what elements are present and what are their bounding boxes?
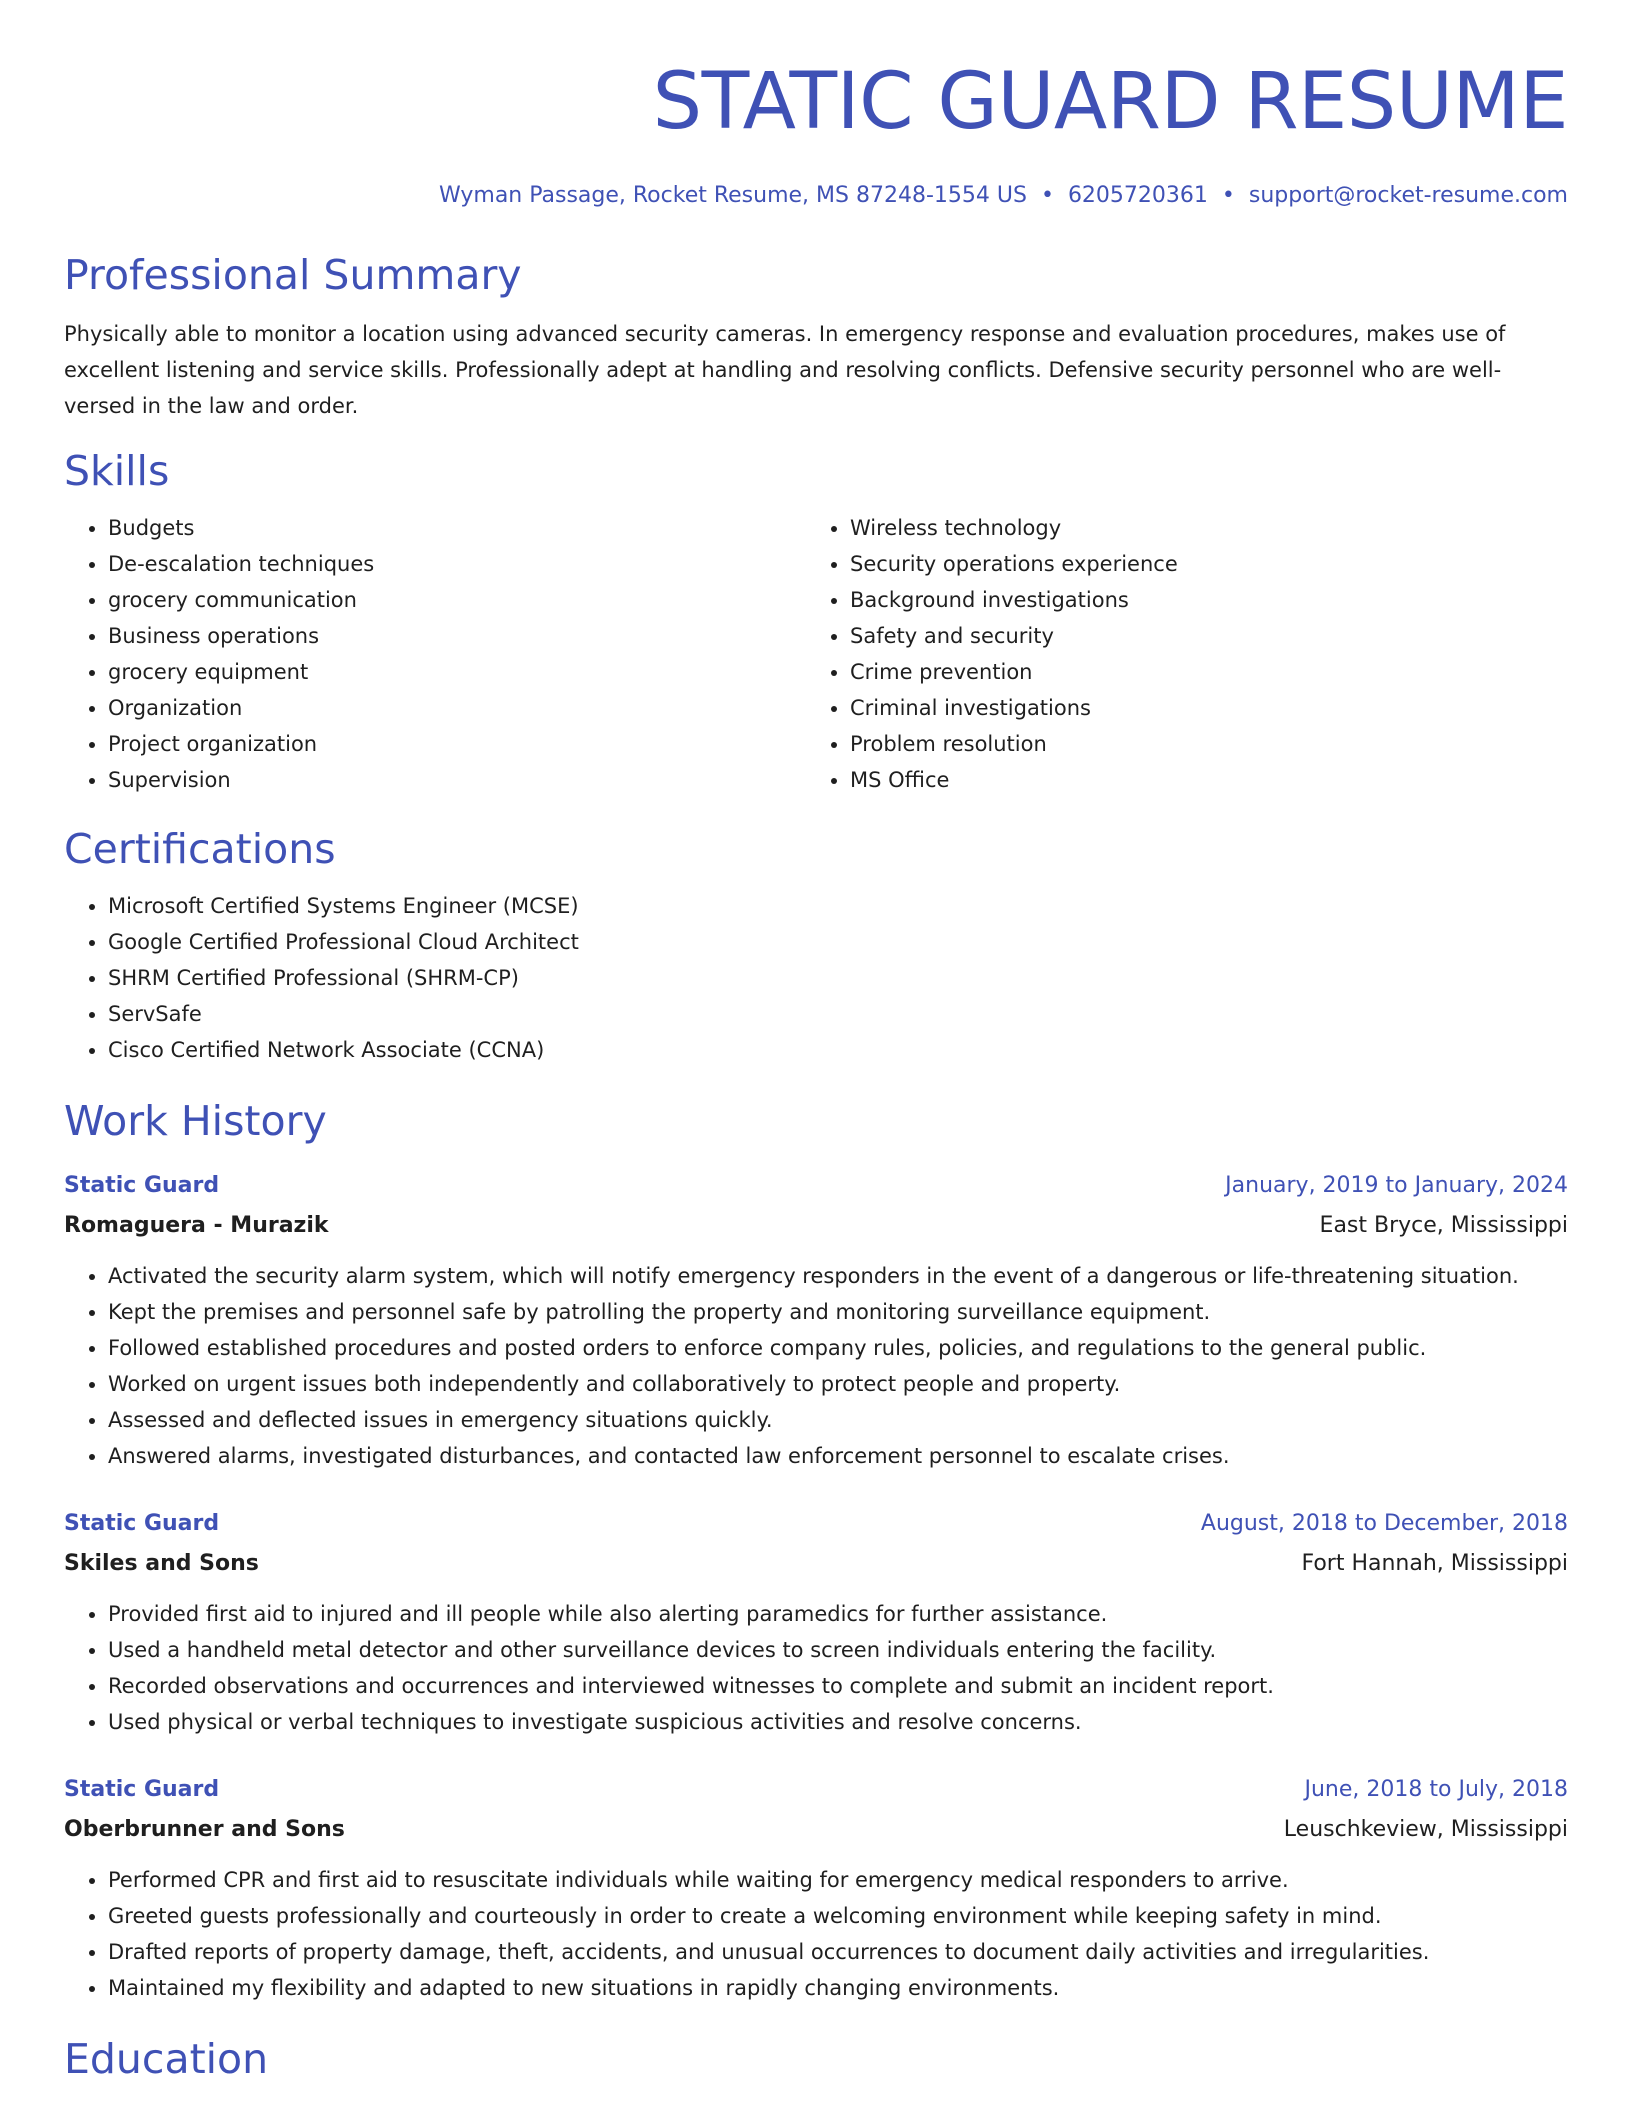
- skill-item: • Business operations: [108, 618, 806, 654]
- certification-item: • Microsoft Certified Systems Engineer (MCSE): [108, 888, 1568, 924]
- job-duty: • Recorded observations and occurrences and interviewed witnesses to complete and submit an incident report.: [108, 1668, 1568, 1704]
- skill-item: • grocery equipment: [108, 654, 806, 690]
- job-duty: • Greeted guests professionally and courteously in order to create a welcoming environment while keeping safety in mind.: [108, 1898, 1568, 1934]
- skill-item: • Problem resolution: [850, 726, 1548, 762]
- skill-item: • Crime prevention: [850, 654, 1548, 690]
- certifications-list: [64, 888, 1568, 1068]
- job-duty: • Drafted reports of property damage, theft, accidents, and unusual occurrences to document daily activities and irregularities.: [108, 1934, 1568, 1970]
- job-company-row: [64, 1810, 1568, 1850]
- skill-item: • Project organization: [108, 726, 806, 762]
- skill-item: • Security operations experience: [850, 546, 1548, 582]
- skill-item: • Wireless technology: [850, 510, 1548, 546]
- contact-separator: •: [1040, 183, 1054, 208]
- skill-item: • Background investigations: [850, 582, 1548, 618]
- job-duty: • Activated the security alarm system, which will notify emergency responders in the event of a dangerous or life-threatening situation.: [108, 1258, 1568, 1294]
- job-company: Romaguera - Murazik: [64, 1213, 329, 1238]
- job-duties-list: [64, 1596, 1568, 1740]
- job-location: East Bryce, Mississippi: [1319, 1213, 1568, 1238]
- skills-column-right: [806, 510, 1548, 798]
- job-title: Static Guard: [64, 1511, 220, 1536]
- job-company: Skiles and Sons: [64, 1551, 259, 1576]
- job-location: Fort Hannah, Mississippi: [1301, 1551, 1568, 1576]
- summary-text: Physically able to monitor a location using advanced security cameras. In emergency response and evaluation procedures, makes use of excellent listening and service skills. Professionally adept at handling and resolving conflicts. Defensive security personnel who are well-versed in the law and order.: [64, 322, 1506, 418]
- skills-column-left: [64, 510, 806, 798]
- contact-phone: 6205720361: [1067, 183, 1208, 208]
- job-duty: • Provided first aid to injured and ill people while also alerting paramedics for further assistance.: [108, 1596, 1568, 1632]
- job-duty: • Kept the premises and personnel safe by patrolling the property and monitoring surveillance equipment.: [108, 1294, 1568, 1330]
- job-location: Leuschkeview, Mississippi: [1283, 1817, 1568, 1842]
- skill-item: • De-escalation techniques: [108, 546, 806, 582]
- job-duty: • Assessed and deflected issues in emergency situations quickly.: [108, 1402, 1568, 1438]
- certification-item: • SHRM Certified Professional (SHRM-CP): [108, 960, 1568, 996]
- job-title-row: [64, 1504, 1568, 1544]
- job-dates: June, 2018 to July, 2018: [1304, 1777, 1568, 1802]
- certification-item: • Google Certified Professional Cloud Architect: [108, 924, 1568, 960]
- job-duty: • Followed established procedures and posted orders to enforce company rules, policies, and regulations to the general public.: [108, 1330, 1568, 1366]
- job-duty: • Used physical or verbal techniques to investigate suspicious activities and resolve concerns.: [108, 1704, 1568, 1740]
- skill-item: • Budgets: [108, 510, 806, 546]
- skill-item: • Organization: [108, 690, 806, 726]
- skills-list-right: [806, 510, 1548, 798]
- job-duties-list: [64, 1258, 1568, 1474]
- job-entry: [64, 1770, 1568, 2006]
- skill-item: • grocery communication: [108, 582, 806, 618]
- job-duty: • Worked on urgent issues both independently and collaboratively to protect people and property.: [108, 1366, 1568, 1402]
- job-dates: January, 2019 to January, 2024: [1225, 1173, 1568, 1198]
- job-duty: • Answered alarms, investigated disturbances, and contacted law enforcement personnel to escalate crises.: [108, 1438, 1568, 1474]
- skill-item: • Safety and security: [850, 618, 1548, 654]
- job-company-row: [64, 1544, 1568, 1584]
- job-duty: • Used a handheld metal detector and other surveillance devices to screen individuals entering the facility.: [108, 1632, 1568, 1668]
- contact-email: support@rocket-resume.com: [1248, 183, 1568, 208]
- job-duty: • Maintained my flexibility and adapted to new situations in rapidly changing environments.: [108, 1970, 1568, 2006]
- skill-item: • Supervision: [108, 762, 806, 798]
- job-entry: [64, 1504, 1568, 1740]
- section-heading-education: Education: [64, 2035, 269, 2083]
- job-title-row: [64, 1770, 1568, 1810]
- skills-list-left: [64, 510, 806, 798]
- certification-item: • ServSafe: [108, 996, 1568, 1032]
- skill-item: • Criminal investigations: [850, 690, 1548, 726]
- job-duties-list: [64, 1862, 1568, 2006]
- job-company-row: [64, 1206, 1568, 1246]
- job-company: Oberbrunner and Sons: [64, 1817, 345, 1842]
- certifications-block: [64, 888, 1568, 1068]
- job-title: Static Guard: [64, 1777, 220, 1802]
- resume-title: STATIC GUARD RESUME: [652, 57, 1568, 147]
- certification-item: • Cisco Certified Network Associate (CCNA): [108, 1032, 1568, 1068]
- contact-address: Wyman Passage, Rocket Resume, MS 87248-1554 US: [439, 183, 1027, 208]
- contact-separator: •: [1221, 183, 1235, 208]
- section-heading-certifications: Certifications: [64, 825, 336, 873]
- job-duty: • Performed CPR and first aid to resuscitate individuals while waiting for emergency medical responders to arrive.: [108, 1862, 1568, 1898]
- job-title-row: [64, 1166, 1568, 1206]
- skill-item: • MS Office: [850, 762, 1548, 798]
- job-entry: [64, 1166, 1568, 1474]
- section-heading-summary: Professional Summary: [64, 251, 522, 299]
- contact-line: [64, 182, 1568, 210]
- skills-columns: [64, 510, 1568, 798]
- job-dates: August, 2018 to December, 2018: [1200, 1511, 1568, 1536]
- job-title: Static Guard: [64, 1173, 220, 1198]
- section-heading-work-history: Work History: [64, 1097, 327, 1145]
- section-heading-skills: Skills: [64, 447, 170, 495]
- resume-page: [64, 0, 1568, 2086]
